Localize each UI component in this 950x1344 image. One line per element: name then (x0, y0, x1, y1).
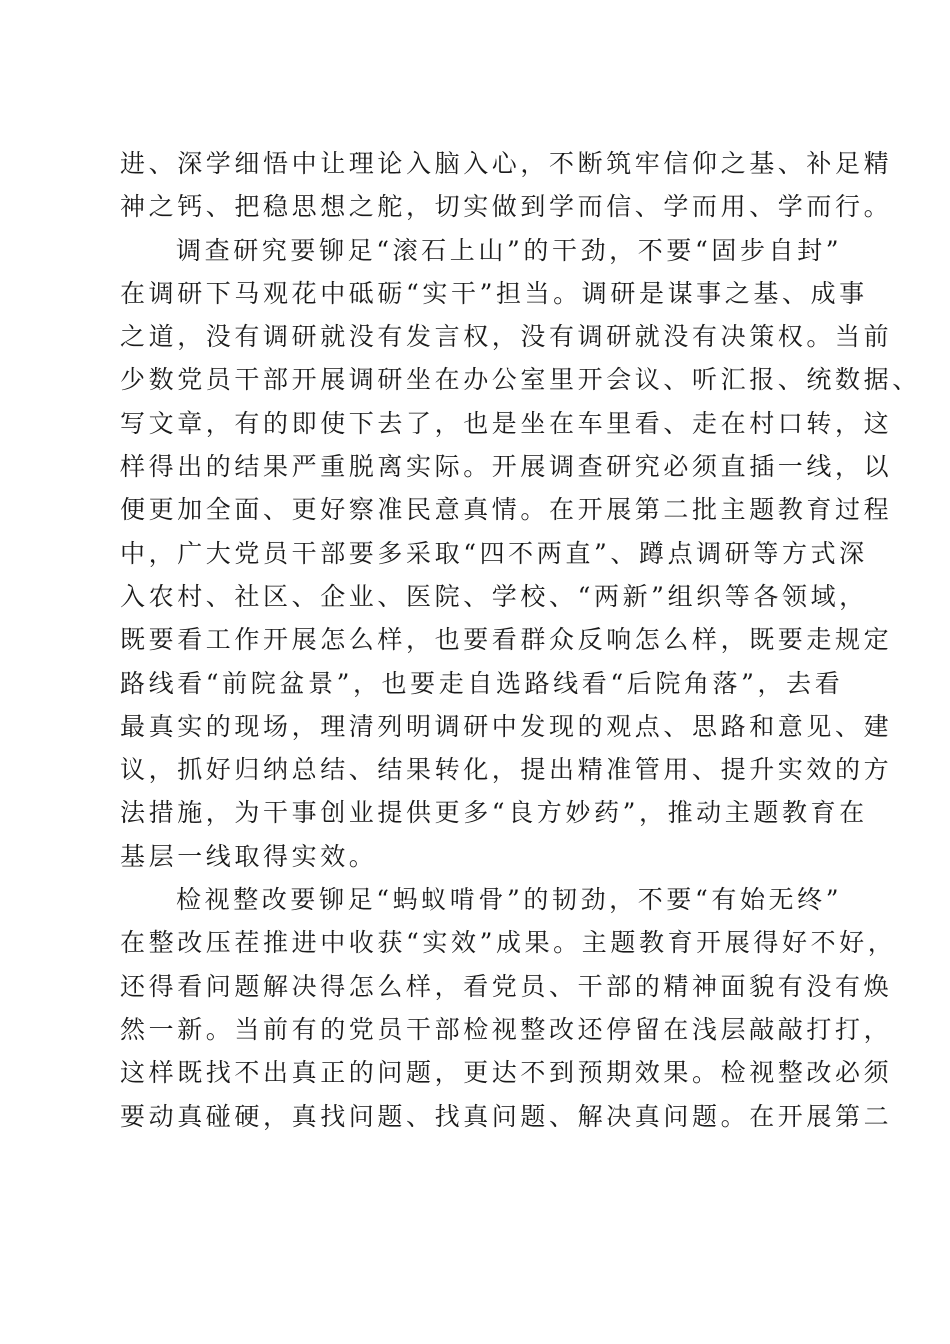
text-line: 中，广大党员干部要多采取“四不两直”、蹲点调研等方式深 (120, 538, 868, 568)
document-body (120, 142, 921, 1138)
text-line: 这样既找不出真正的问题，更达不到预期效果。检视整改必须 (120, 1058, 893, 1088)
text-line: 基层一线取得实效。 (120, 841, 378, 871)
text-line: 然一新。当前有的党员干部检视整改还停留在浅层敲敲打打， (120, 1014, 893, 1044)
text-line: 写文章，有的即使下去了，也是坐在车里看、走在村口转，这 (120, 408, 893, 438)
text-line: 在整改压茬推进中收获“实效”成果。主题教育开展得好不好， (120, 928, 897, 958)
text-line: 要动真碰硬，真找问题、找真问题、解决真问题。在开展第二 (120, 1101, 893, 1131)
paragraph-start-line: 调查研究要铆足“滚石上山”的干劲，不要“固步自封” (176, 235, 843, 265)
text-line: 在调研下马观花中砥砺“实干”担当。调研是谋事之基、成事 (120, 278, 868, 308)
text-line: 便更加全面、更好察准民意真情。在开展第二批主题教育过程 (120, 495, 893, 525)
text-line: 入农村、社区、企业、医院、学校、“两新”组织等各领域， (120, 581, 868, 611)
text-line: 样得出的结果严重脱离实际。开展调查研究必须直插一线，以 (120, 452, 893, 482)
text-line: 既要看工作开展怎么样，也要看群众反响怎么样，既要走规定 (120, 625, 893, 655)
text-line: 最真实的现场，理清列明调研中发现的观点、思路和意见、建 (120, 711, 893, 741)
text-line: 神之钙、把稳思想之舵，切实做到学而信、学而用、学而行。 (120, 192, 893, 222)
text-line: 议，抓好归纳总结、结果转化，提出精准管用、提升实效的方 (120, 755, 893, 785)
text-line: 法措施，为干事创业提供更多“良方妙药”，推动主题教育在 (120, 798, 868, 828)
text-line: 少数党员干部开展调研坐在办公室里开会议、听汇报、统数据、 (120, 365, 921, 395)
text-line: 路线看“前院盆景”，也要走自选路线看“后院角落”，去看 (120, 668, 844, 698)
text-line: 之道，没有调研就没有发言权，没有调研就没有决策权。当前 (120, 322, 893, 352)
text-line: 进、深学细悟中让理论入脑入心，不断筑牢信仰之基、补足精 (120, 149, 893, 178)
text-line: 还得看问题解决得怎么样，看党员、干部的精神面貌有没有焕 (120, 971, 893, 1001)
paragraph-start-line: 检视整改要铆足“蚂蚁啃骨”的韧劲，不要“有始无终” (176, 885, 843, 915)
